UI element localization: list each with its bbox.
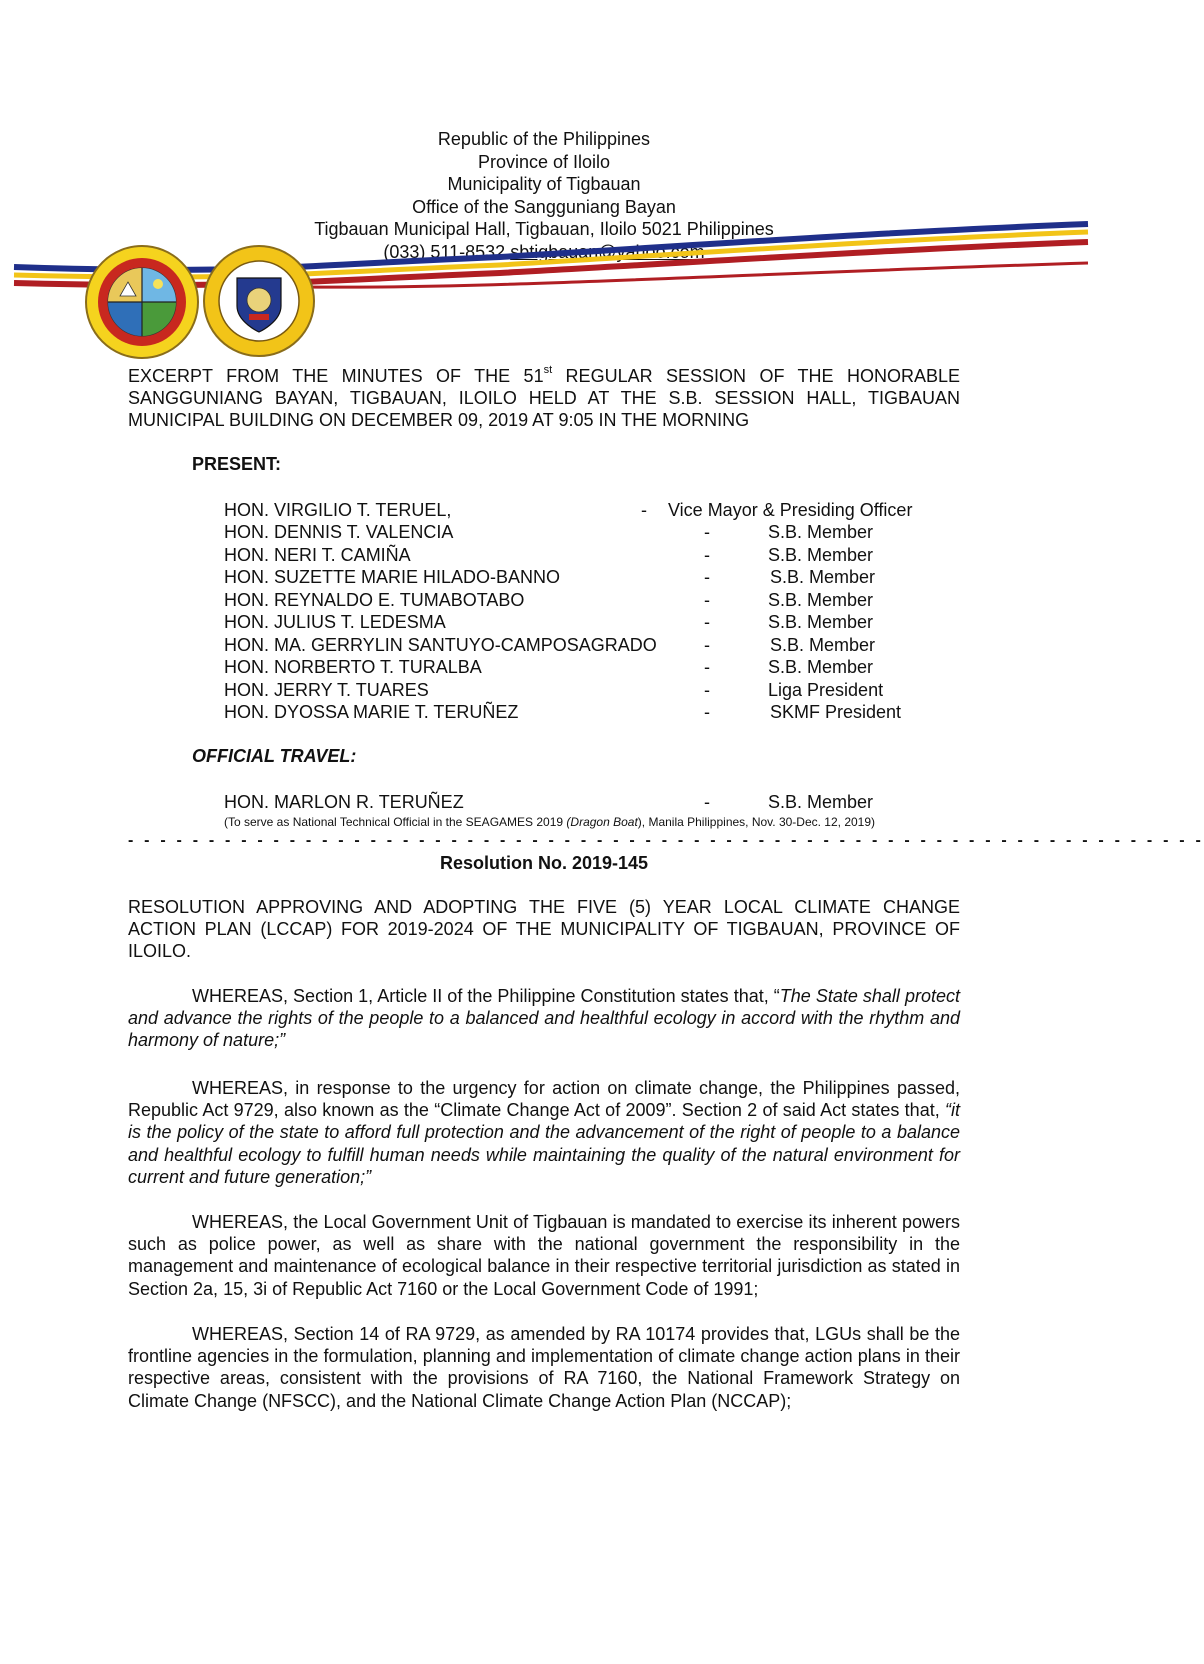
excerpt-text: EXCERPT FROM THE MINUTES OF THE 51 [128, 366, 544, 386]
attendee-role: S.B. Member [770, 635, 876, 655]
attendee-role: S.B. Member [768, 545, 874, 565]
attendee-row [224, 634, 984, 656]
attendee-name: HON. MA. GERRYLIN SANTUYO-CAMPOSAGRADO [224, 635, 657, 655]
travel-note-text-end: ), Manila Philippines, Nov. 30-Dec. 12, 2019) [637, 815, 876, 829]
email-link[interactable]: sbtigbauan@yahoo.com [510, 241, 705, 262]
attendee-role: SKMF President [770, 702, 902, 722]
attendee-name: HON. DENNIS T. VALENCIA [224, 522, 454, 542]
attendee-role: S.B. Member [768, 657, 874, 677]
travel-note [224, 815, 875, 829]
attendee-name: HON. JERRY T. TUARES [224, 680, 429, 700]
attendee-row [224, 791, 984, 813]
ordinal-suffix: st [543, 364, 553, 376]
attendee-row [224, 589, 984, 611]
attendee-name: HON. JULIUS T. LEDESMA [224, 612, 446, 632]
attendee-role: S.B. Member [768, 522, 874, 542]
travel-note-italic: (Dragon Boat [566, 815, 638, 829]
attendee-dash: - [704, 590, 710, 610]
attendee-dash: - [704, 545, 710, 565]
municipality-seal-icon [84, 244, 200, 360]
attendee-row [224, 656, 984, 678]
attendee-dash: - [704, 522, 710, 542]
attendee-name: HON. VIRGILIO T. TERUEL, [224, 500, 452, 520]
attendee-name: HON. SUZETTE MARIE HILADO-BANNO [224, 567, 561, 587]
sangguniang-bayan-seal-icon [202, 244, 316, 358]
attendee-role: S.B. Member [768, 612, 874, 632]
letterhead-line: Municipality of Tigbauan [447, 174, 641, 194]
attendee-dash: - [704, 680, 710, 700]
excerpt-text-continued: REGULAR SESSION OF THE HONORABLE SANGGUNIANG BAYAN, TIGBAUAN, ILOILO HELD AT THE S.B. SESSION HALL, TIGBAUAN MUNICIPAL BUILDING ON DECEMBER 09, 2019 AT 9:05 IN THE MORNING [128, 366, 960, 430]
resolution-title: RESOLUTION APPROVING AND ADOPTING THE FIVE (5) YEAR LOCAL CLIMATE CHANGE ACTION PLAN (LCCAP) FOR 2019-2024 OF THE MUNICIPALITY OF TIGBAUAN, PROVINCE OF ILOILO. [128, 897, 960, 962]
attendee-name: HON. NORBERTO T. TURALBA [224, 657, 482, 677]
whereas-clause [128, 1323, 960, 1412]
letterhead-line: Province of Iloilo [477, 151, 611, 172]
whereas-text: WHEREAS, Section 1, Article II of the Philippine Constitution states that, “ [192, 986, 780, 1006]
attendee-role: Vice Mayor & Presiding Officer [668, 500, 913, 520]
letterhead-line: Tigbauan Municipal Hall, Tigbauan, Iloilo 5021 Philippines [314, 219, 774, 239]
letterhead-line: Republic of the Philippines [437, 129, 651, 149]
whereas-clause [128, 1077, 960, 1188]
present-label: PRESENT: [192, 454, 282, 474]
attendee-row [224, 544, 984, 566]
attendee-role: S.B. Member [770, 567, 876, 587]
letterhead-line: Office of the Sangguniang Bayan [412, 196, 676, 217]
official-travel-label: OFFICIAL TRAVEL: [192, 746, 357, 766]
dashed-divider: - - - - - - - - - - - - - - - - - - - - - - - - - - - - - - - - - - - - - - - - - - - - - - - - - - - - - - - - - - - - - - - - - - - [128, 832, 1204, 849]
attendee-dash: - [704, 567, 710, 587]
attendee-name: HON. NERI T. CAMIÑA [224, 545, 411, 565]
whereas-text: WHEREAS, in response to the urgency for action on climate change, the Philippines passed, Republic Act 9729, also known as the “Climate Change Act of 2009”. Section 2 of said Act states that, [128, 1078, 960, 1121]
attendee-row [224, 611, 984, 633]
phone-number: (033) 511-8532 [383, 241, 506, 262]
attendee-row [224, 701, 984, 723]
attendee-dash: - [641, 500, 647, 520]
whereas-clause [128, 1211, 960, 1300]
attendee-role: S.B. Member [768, 792, 874, 812]
attendee-row [224, 521, 984, 543]
whereas-quote: The State shall protect and advance the rights of the people to a balanced and healthful ecology in accord with the rhythm and harmony of nature;” [128, 986, 960, 1051]
attendee-role: Liga President [768, 680, 884, 700]
attendee-row [224, 499, 984, 521]
whereas-clause [128, 985, 960, 1052]
attendee-name: HON. REYNALDO E. TUMABOTABO [224, 590, 525, 610]
whereas-text: WHEREAS, the Local Government Unit of Tigbauan is mandated to exercise its inherent powers such as police power, as well as share with the national government the responsibility in the management and maintenance of ecological balance in their respective territorial jurisdiction as stated in Section 2a, 15, 3i of Republic Act 7160 or the Local Government Code of 1991; [128, 1212, 960, 1299]
attendee-name: HON. DYOSSA MARIE T. TERUÑEZ [224, 702, 519, 722]
attendee-name: HON. MARLON R. TERUÑEZ [224, 792, 464, 812]
attendee-dash: - [704, 702, 710, 722]
whereas-quote: “it is the policy of the state to afford full protection and the advancement of the right of people to a balance and healthful ecology to fulfill human needs while maintaining the quality of the natural environment for current and future generation;” [128, 1100, 960, 1187]
attendee-role: S.B. Member [768, 590, 874, 610]
attendee-dash: - [704, 792, 710, 812]
attendee-dash: - [704, 635, 710, 655]
resolution-number: Resolution No. 2019-145 [439, 853, 649, 873]
attendee-dash: - [704, 657, 710, 677]
whereas-text: WHEREAS, Section 14 of RA 9729, as amended by RA 10174 provides that, LGUs shall be the frontline agencies in the formulation, planning and implementation of climate change action plans in their respective areas, consistent with the provisions of RA 7160, the National Framework Strategy on Climate Change (NFSCC), and the National Climate Change Action Plan (NCCAP); [128, 1324, 960, 1411]
attendee-dash: - [704, 612, 710, 632]
attendee-row [224, 679, 984, 701]
travel-note-text: (To serve as National Technical Official in the SEAGAMES 2019 [224, 815, 567, 829]
minutes-excerpt [128, 365, 960, 431]
attendee-row [224, 566, 984, 588]
